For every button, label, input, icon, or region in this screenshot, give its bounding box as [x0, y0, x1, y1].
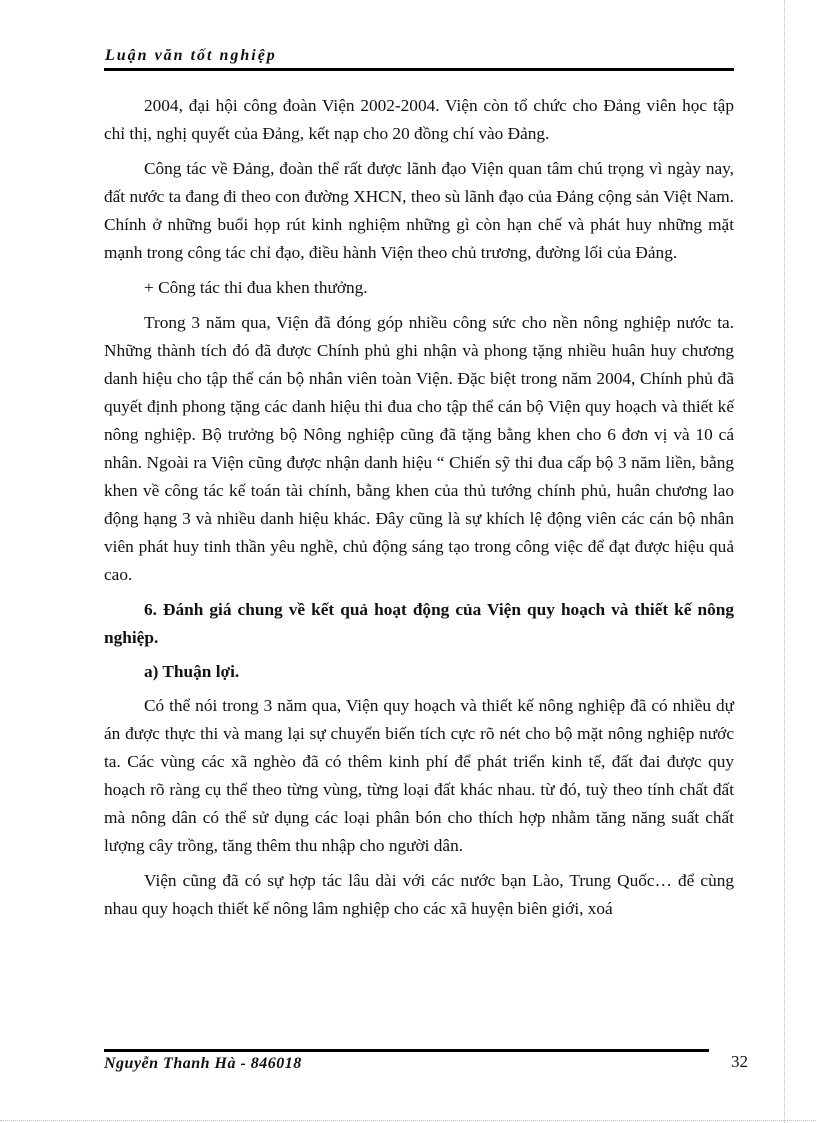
page-number: 32 — [731, 1052, 748, 1071]
page-edge-right — [784, 0, 785, 1123]
paragraph-4: Trong 3 năm qua, Viện đã đóng góp nhiều công sức cho nền nông nghiệp nước ta. Những thành tích đó đã được Chính phủ ghi nhận và phong tặng nhiều huân huy chương danh hiệu cho tập thể cán bộ nhân viên toàn Viện. Đặc biệt trong năm 2004, Chính phủ đã quyết định phong tặng các danh hiệu thi đua cho tập thể cán bộ Viện quy hoạch và thiết kế nông nghiệp. Bộ trưởng bộ Nông nghiệp cũng đã tặng bằng khen cho 6 đơn vị và 10 cá nhân. Ngoài ra Viện cũng được nhận danh hiệu “ Chiến sỹ thi đua cấp bộ 3 năm liền, bằng khen về công tác kế toán tài chính, bằng khen của thủ tướng chính phủ, huân chương lao động hạng 3 và nhiều danh hiệu khác. Đây cũng là sự khích lệ động viên các cán bộ nhân viên phát huy tinh thần yêu nghề, chủ động sáng tạo trong công việc để đạt được hiệu quả cao. — [104, 313, 734, 584]
page-content — [104, 92, 734, 930]
header-rule — [104, 68, 734, 71]
footer-rule — [104, 1049, 709, 1052]
subheading-a: a) Thuận lợi. — [144, 662, 240, 681]
paragraph-6: Viện cũng đã có sự hợp tác lâu dài với các nước bạn Lào, Trung Quốc… để cùng nhau quy hoạch thiết kế nông lâm nghiệp cho các xã huyện biên giới, xoá — [104, 871, 734, 918]
paragraph-3: + Công tác thi đua khen thưởng. — [144, 278, 368, 297]
section-heading-6: 6. Đánh giá chung về kết quả hoạt động của Viện quy hoạch và thiết kế nông nghiệp. — [104, 600, 734, 647]
page-edge-bottom — [0, 1120, 816, 1121]
footer-author: Nguyễn Thanh Hà - 846018 — [104, 1055, 302, 1072]
header-title: Luận văn tốt nghiệp — [105, 47, 277, 64]
paragraph-1: 2004, đại hội công đoàn Viện 2002-2004. Viện còn tổ chức cho Đảng viên học tập chỉ thị, nghị quyết của Đảng, kết nạp cho 20 đồng chí vào Đảng. — [104, 96, 734, 143]
paragraph-2: Công tác về Đảng, đoàn thể rất được lãnh đạo Viện quan tâm chú trọng vì ngày nay, đất nước ta đang đi theo con đường XHCN, theo sù lãnh đạo của Đảng cộng sản Việt Nam. Chính ở những buổi họp rút kinh nghiệm những gì còn hạn chế và phát huy những mặt mạnh trong công tác chỉ đạo, điều hành Viện theo chủ trương, đường lối của Đảng. — [104, 159, 734, 262]
paragraph-5: Có thể nói trong 3 năm qua, Viện quy hoạch và thiết kế nông nghiệp đã có nhiều dự án được thực thi và mang lại sự chuyển biến tích cực rõ nét cho bộ mặt nông nghiệp nước ta. Các vùng các xã nghèo đã có thêm kinh phí để phát triển kinh tế, đất đai được quy hoạch rõ ràng cụ thể theo từng vùng, từng loại đất khác nhau. từ đó, tuỳ theo tính chất đất mà nông dân có thể sử dụng các loại phân bón cho thích hợp nhằm tăng năng suất chất lượng cây trồng, tăng thêm thu nhập cho người dân. — [104, 696, 734, 855]
